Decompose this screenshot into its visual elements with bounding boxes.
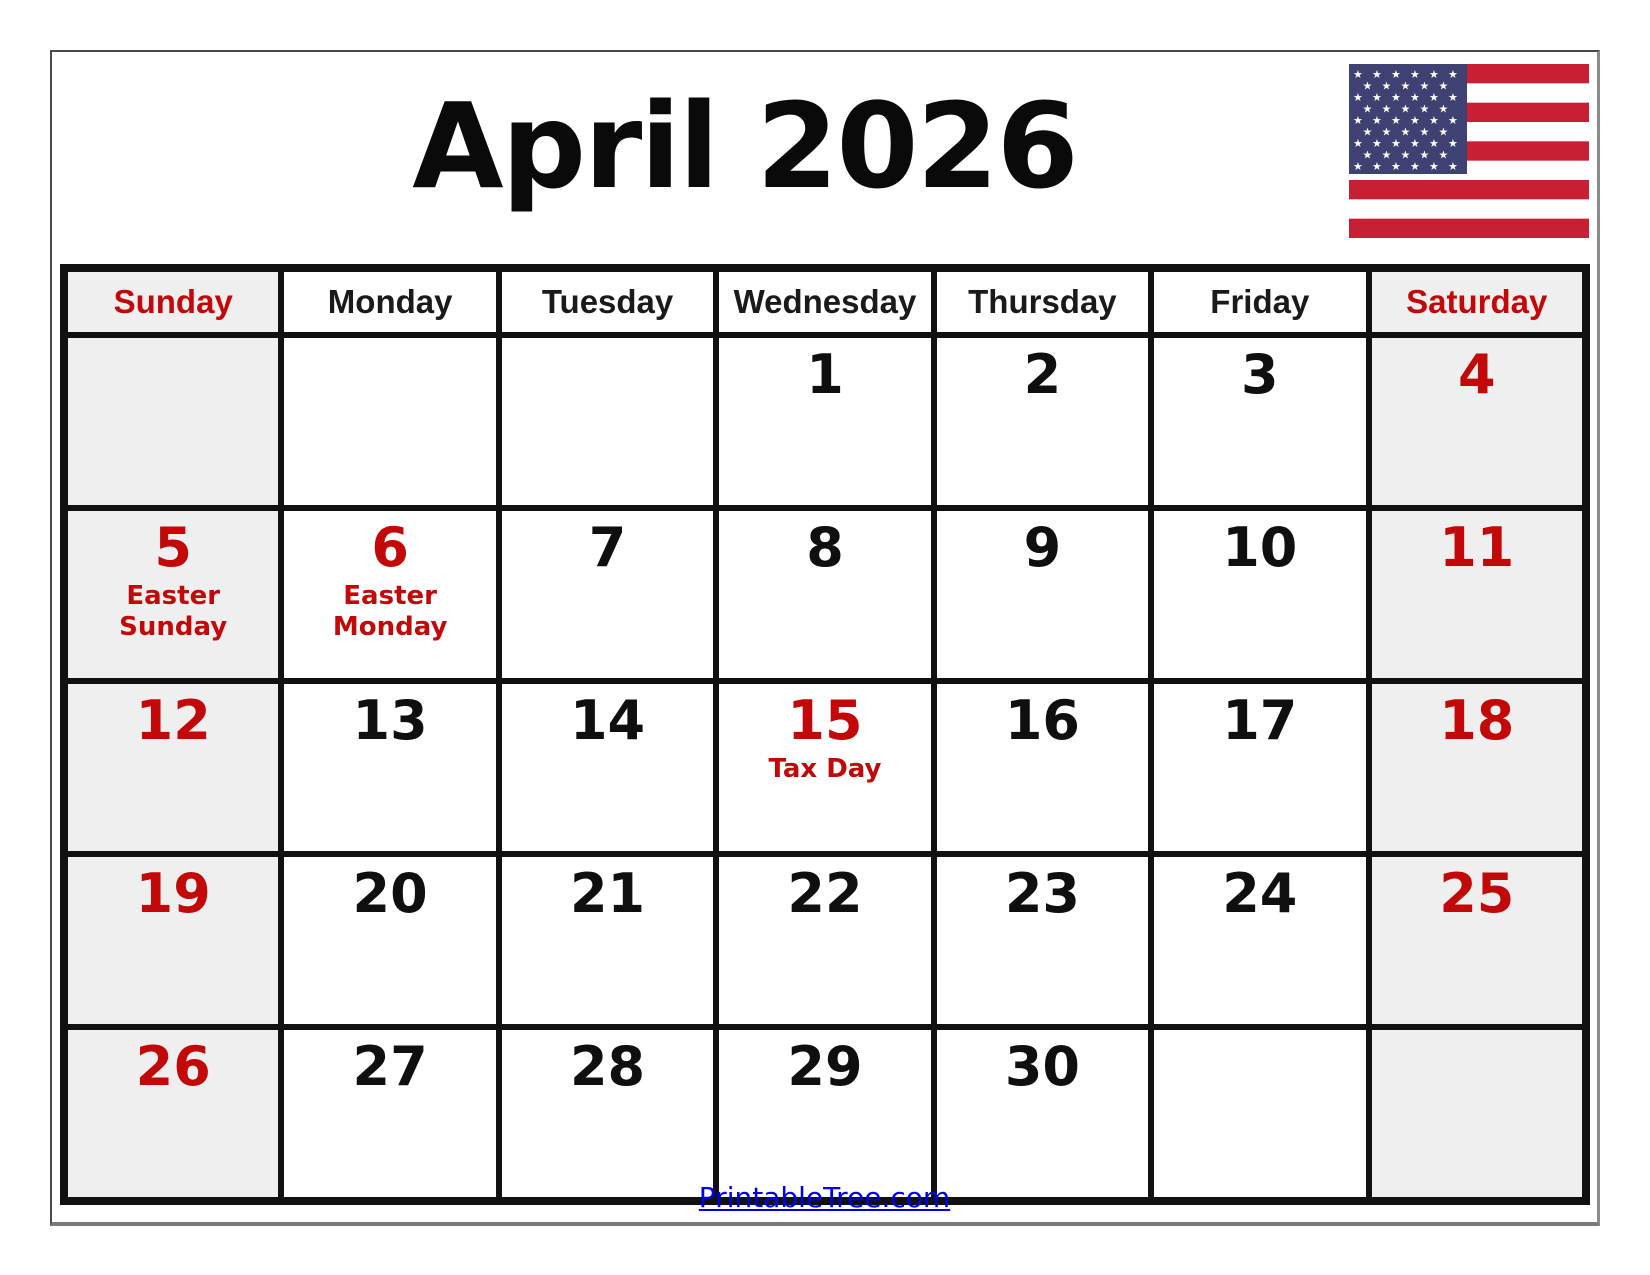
date-number: 22 xyxy=(787,862,863,925)
svg-text:★: ★ xyxy=(1400,103,1411,116)
date-number: 29 xyxy=(787,1035,863,1098)
date-number: 10 xyxy=(1222,516,1298,579)
svg-text:★: ★ xyxy=(1419,149,1430,162)
svg-text:★: ★ xyxy=(1381,103,1392,116)
empty-day-cell xyxy=(1369,1027,1586,1201)
week-row xyxy=(64,681,1586,854)
day-cell-3 xyxy=(1151,335,1368,508)
date-number: 3 xyxy=(1241,343,1279,406)
date-number: 5 xyxy=(154,516,192,579)
day-cell-11 xyxy=(1369,508,1586,681)
day-cell-13 xyxy=(281,681,498,854)
svg-text:★: ★ xyxy=(1448,138,1458,150)
svg-text:★: ★ xyxy=(1372,115,1382,127)
date-number: 28 xyxy=(569,1035,646,1098)
empty-day-cell xyxy=(499,335,716,508)
svg-text:★: ★ xyxy=(1362,80,1373,93)
date-number: 4 xyxy=(1457,343,1496,406)
weekday-header-friday: Friday xyxy=(1151,268,1368,335)
svg-text:★: ★ xyxy=(1353,69,1363,81)
day-cell-16 xyxy=(934,681,1151,854)
day-cell-7 xyxy=(499,508,716,681)
svg-text:★: ★ xyxy=(1410,92,1420,104)
us-flag-icon xyxy=(1349,64,1589,238)
calendar-page xyxy=(50,50,1600,1226)
date-number: 24 xyxy=(1222,862,1298,925)
weekday-header-tuesday: Tuesday xyxy=(499,268,716,335)
day-cell-8 xyxy=(716,508,933,681)
svg-text:★: ★ xyxy=(1438,126,1449,139)
day-cell-20 xyxy=(281,854,498,1027)
date-number: 12 xyxy=(135,689,211,752)
svg-text:★: ★ xyxy=(1381,126,1392,139)
svg-text:★: ★ xyxy=(1410,138,1420,150)
empty-day-cell xyxy=(1151,1027,1368,1201)
date-number: 8 xyxy=(806,516,844,579)
date-number: 23 xyxy=(1004,862,1080,925)
weekday-header-wednesday: Wednesday xyxy=(716,268,933,335)
svg-text:★: ★ xyxy=(1391,161,1401,173)
weekday-header-monday: Monday xyxy=(281,268,498,335)
svg-text:★: ★ xyxy=(1353,115,1363,127)
empty-day-cell xyxy=(281,335,498,508)
date-number: 30 xyxy=(1004,1035,1080,1098)
svg-text:★: ★ xyxy=(1429,161,1439,173)
footer-link[interactable]: PrintableTree.com xyxy=(698,1181,951,1214)
svg-text:★: ★ xyxy=(1400,149,1411,162)
date-number: 16 xyxy=(1004,689,1080,752)
day-cell-21 xyxy=(499,854,716,1027)
svg-text:★: ★ xyxy=(1362,126,1373,139)
svg-text:★: ★ xyxy=(1400,126,1411,139)
svg-text:★: ★ xyxy=(1419,80,1430,93)
date-number: 27 xyxy=(352,1035,428,1098)
svg-text:★: ★ xyxy=(1410,161,1420,173)
svg-text:★: ★ xyxy=(1353,92,1363,104)
day-cell-15 xyxy=(716,681,933,854)
day-cell-23 xyxy=(934,854,1151,1027)
date-number: 2 xyxy=(1023,343,1062,406)
day-cell-28 xyxy=(499,1027,716,1201)
day-cell-25 xyxy=(1369,854,1586,1027)
svg-text:★: ★ xyxy=(1448,161,1458,173)
day-cell-26 xyxy=(64,1027,281,1201)
day-cell-22 xyxy=(716,854,933,1027)
day-cell-18 xyxy=(1369,681,1586,854)
svg-text:★: ★ xyxy=(1448,69,1458,81)
weekday-header-row xyxy=(64,268,1586,335)
day-cell-24 xyxy=(1151,854,1368,1027)
day-cell-1 xyxy=(716,335,933,508)
svg-text:★: ★ xyxy=(1438,103,1449,116)
svg-text:★: ★ xyxy=(1419,126,1430,139)
svg-text:★: ★ xyxy=(1419,103,1430,116)
date-number: 1 xyxy=(806,343,844,406)
weekday-header-thursday: Thursday xyxy=(934,268,1151,335)
page-title: April 2026 xyxy=(412,77,1077,215)
date-number: 25 xyxy=(1439,862,1515,925)
svg-text:★: ★ xyxy=(1429,69,1439,81)
calendar-table xyxy=(60,264,1590,1205)
svg-text:★: ★ xyxy=(1391,69,1401,81)
svg-text:★: ★ xyxy=(1438,149,1449,162)
date-number: 13 xyxy=(352,689,428,752)
svg-text:★: ★ xyxy=(1362,149,1373,162)
day-cell-6 xyxy=(281,508,498,681)
svg-text:★: ★ xyxy=(1429,138,1439,150)
day-cell-5 xyxy=(64,508,281,681)
svg-text:★: ★ xyxy=(1372,161,1382,173)
date-number: 21 xyxy=(569,862,646,925)
svg-text:★: ★ xyxy=(1372,92,1382,104)
holiday-label: Tax Day xyxy=(768,754,882,785)
date-number: 17 xyxy=(1222,689,1298,752)
day-cell-9 xyxy=(934,508,1151,681)
svg-text:★: ★ xyxy=(1381,149,1392,162)
day-cell-10 xyxy=(1151,508,1368,681)
day-cell-30 xyxy=(934,1027,1151,1201)
svg-text:★: ★ xyxy=(1448,92,1458,104)
date-number: 19 xyxy=(135,862,211,925)
svg-text:★: ★ xyxy=(1362,103,1373,116)
svg-text:★: ★ xyxy=(1391,115,1401,127)
day-cell-12 xyxy=(64,681,281,854)
week-row xyxy=(64,335,1586,508)
date-number: 26 xyxy=(135,1035,211,1098)
svg-text:★: ★ xyxy=(1438,80,1449,93)
svg-text:★: ★ xyxy=(1353,161,1363,173)
week-row xyxy=(64,508,1586,681)
date-number: 7 xyxy=(588,516,627,579)
svg-text:★: ★ xyxy=(1410,115,1420,127)
svg-text:★: ★ xyxy=(1381,80,1392,93)
svg-text:★: ★ xyxy=(1391,138,1401,150)
day-cell-14 xyxy=(499,681,716,854)
day-cell-19 xyxy=(64,854,281,1027)
date-number: 14 xyxy=(569,689,646,752)
svg-text:★: ★ xyxy=(1410,69,1420,81)
holiday-label: Easter Sunday xyxy=(119,581,228,643)
day-cell-2 xyxy=(934,335,1151,508)
date-number: 15 xyxy=(787,689,863,752)
date-number: 9 xyxy=(1023,516,1062,579)
svg-text:★: ★ xyxy=(1400,80,1411,93)
svg-text:★: ★ xyxy=(1391,92,1401,104)
weekday-header-saturday: Saturday xyxy=(1369,268,1586,335)
svg-text:★: ★ xyxy=(1372,138,1382,150)
date-number: 6 xyxy=(371,516,409,579)
day-cell-17 xyxy=(1151,681,1368,854)
date-number: 11 xyxy=(1439,516,1515,579)
week-row xyxy=(64,1027,1586,1201)
day-cell-4 xyxy=(1369,335,1586,508)
holiday-label: Easter Monday xyxy=(332,581,448,643)
svg-text:★: ★ xyxy=(1429,92,1439,104)
day-cell-27 xyxy=(281,1027,498,1201)
svg-text:★: ★ xyxy=(1372,69,1382,81)
day-cell-29 xyxy=(716,1027,933,1201)
svg-text:★: ★ xyxy=(1448,115,1458,127)
svg-text:★: ★ xyxy=(1429,115,1439,127)
week-row xyxy=(64,854,1586,1027)
weekday-header-sunday: Sunday xyxy=(64,268,281,335)
date-number: 18 xyxy=(1439,689,1515,752)
footer xyxy=(52,1181,1597,1214)
svg-text:★: ★ xyxy=(1353,138,1363,150)
date-number: 20 xyxy=(352,862,428,925)
empty-day-cell xyxy=(64,335,281,508)
